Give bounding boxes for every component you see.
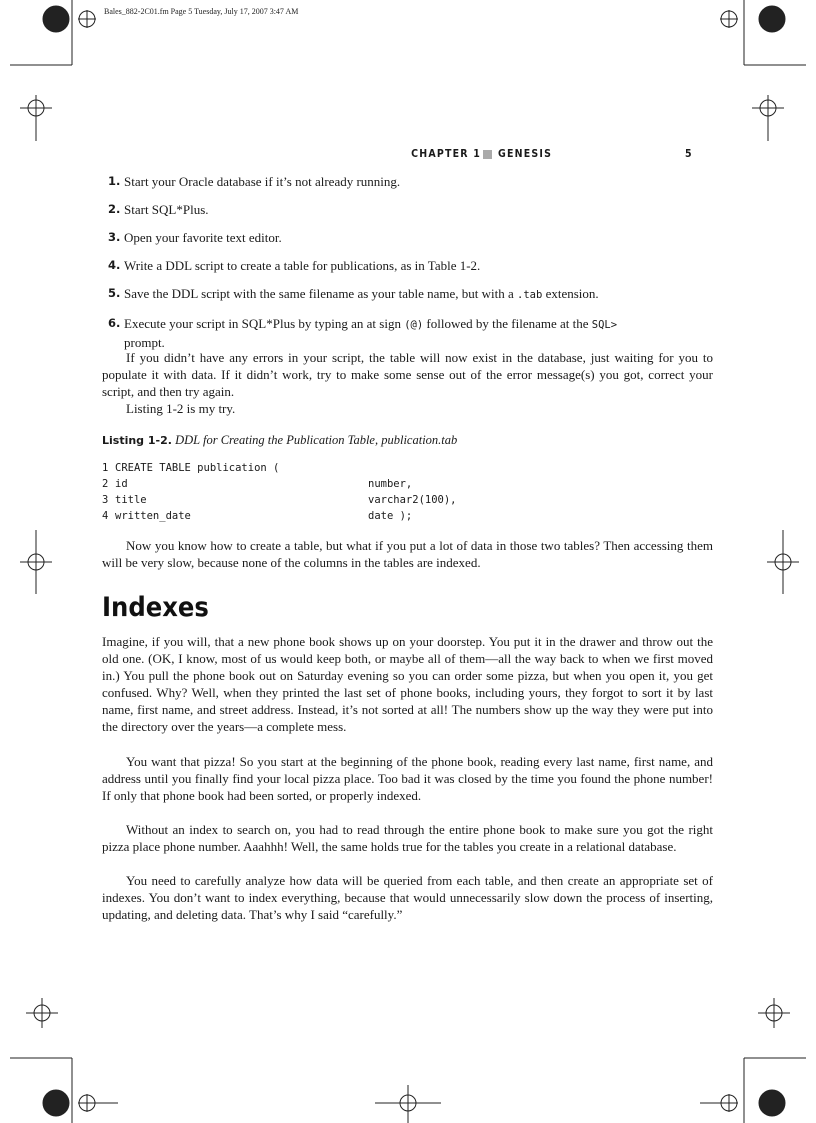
running-head-chapter: CHAPTER 1 — [411, 148, 481, 160]
paragraph: You want that pizza! So you start at the beginning of the phone book, reading every last name, first name, and address until you finally find your local pizza place. Too bad it was closed by the time you found the phone number! If only that phone book had been sorted, or properly indexed. — [102, 754, 713, 803]
list-item: 4. Write a DDL script to create a table for publications, as in Table 1-2. — [108, 258, 481, 273]
paragraph: You need to carefully analyze how data will be queried from each table, and then create an appropriate set of indexes. You don’t want to index everything, because that would unnecessarily slow down the process of inserting, updating, and deleting data. That’s why I said “carefully.” — [102, 873, 713, 922]
page-number: 5 — [685, 148, 692, 160]
paragraph: Listing 1-2 is my try. — [126, 401, 236, 416]
paragraph: Without an index to search on, you had to read through the entire phone book to make sure you got the right pizza place phone number. Aaahhh! Well, the same holds true for the tables you create in a relational database. — [102, 822, 713, 854]
list-item: 3. Open your favorite text editor. — [108, 230, 282, 245]
list-item: 5. Save the DDL script with the same filename as your table name, but with a .tab extension. — [108, 286, 599, 301]
section-heading: Indexes — [102, 592, 209, 623]
list-item: 2. Start SQL*Plus. — [108, 202, 209, 217]
code-line: 4 written_date date ); — [102, 510, 413, 522]
running-head-title: GENESIS — [498, 148, 553, 160]
paragraph: Now you know how to create a table, but what if you put a lot of data in those two tables? Then accessing them will be very slow, because none of the columns in the tables are indexed. — [102, 538, 713, 570]
paragraph: If you didn’t have any errors in your script, the table will now exist in the database, just waiting for you to populate it with data. If it didn’t work, try to make some sense out of the error message(s) you got, correct your script, and then try again. — [102, 350, 713, 399]
print-slug: Bales_882-2C01.fm Page 5 Tuesday, July 17, 2007 3:47 AM — [104, 7, 299, 16]
listing-title: DDL for Creating the Publication Table, publication.tab — [175, 433, 458, 447]
paragraph: Imagine, if you will, that a new phone book shows up on your doorstep. You put it in the drawer and throw out the old one. (OK, I know, most of us would keep both, or maybe all of them—all the way back to when we first moved in.) You pull the phone book out on Saturday evening so you can order some pizza, but when you open it, you get confused. Why? Well, when they printed the last set of phone books, including yours, they forgot to sort it by last name, first name, and street address. Instead, it’s not sorted at all! The numbers show up the way they were put into the directory over the years—a complete mess. — [102, 634, 713, 734]
code-line: 1 CREATE TABLE publication ( — [102, 462, 280, 474]
code-line: 3 title varchar2(100), — [102, 494, 457, 506]
list-item: 1. Start your Oracle database if it’s not already running. — [108, 174, 401, 189]
listing-label: Listing 1-2. — [102, 434, 172, 447]
code-line: 2 id number, — [102, 478, 413, 490]
list-item: 6. Execute your script in SQL*Plus by typing an at sign (@) followed by the filename at the SQL> prompt. — [108, 316, 618, 350]
